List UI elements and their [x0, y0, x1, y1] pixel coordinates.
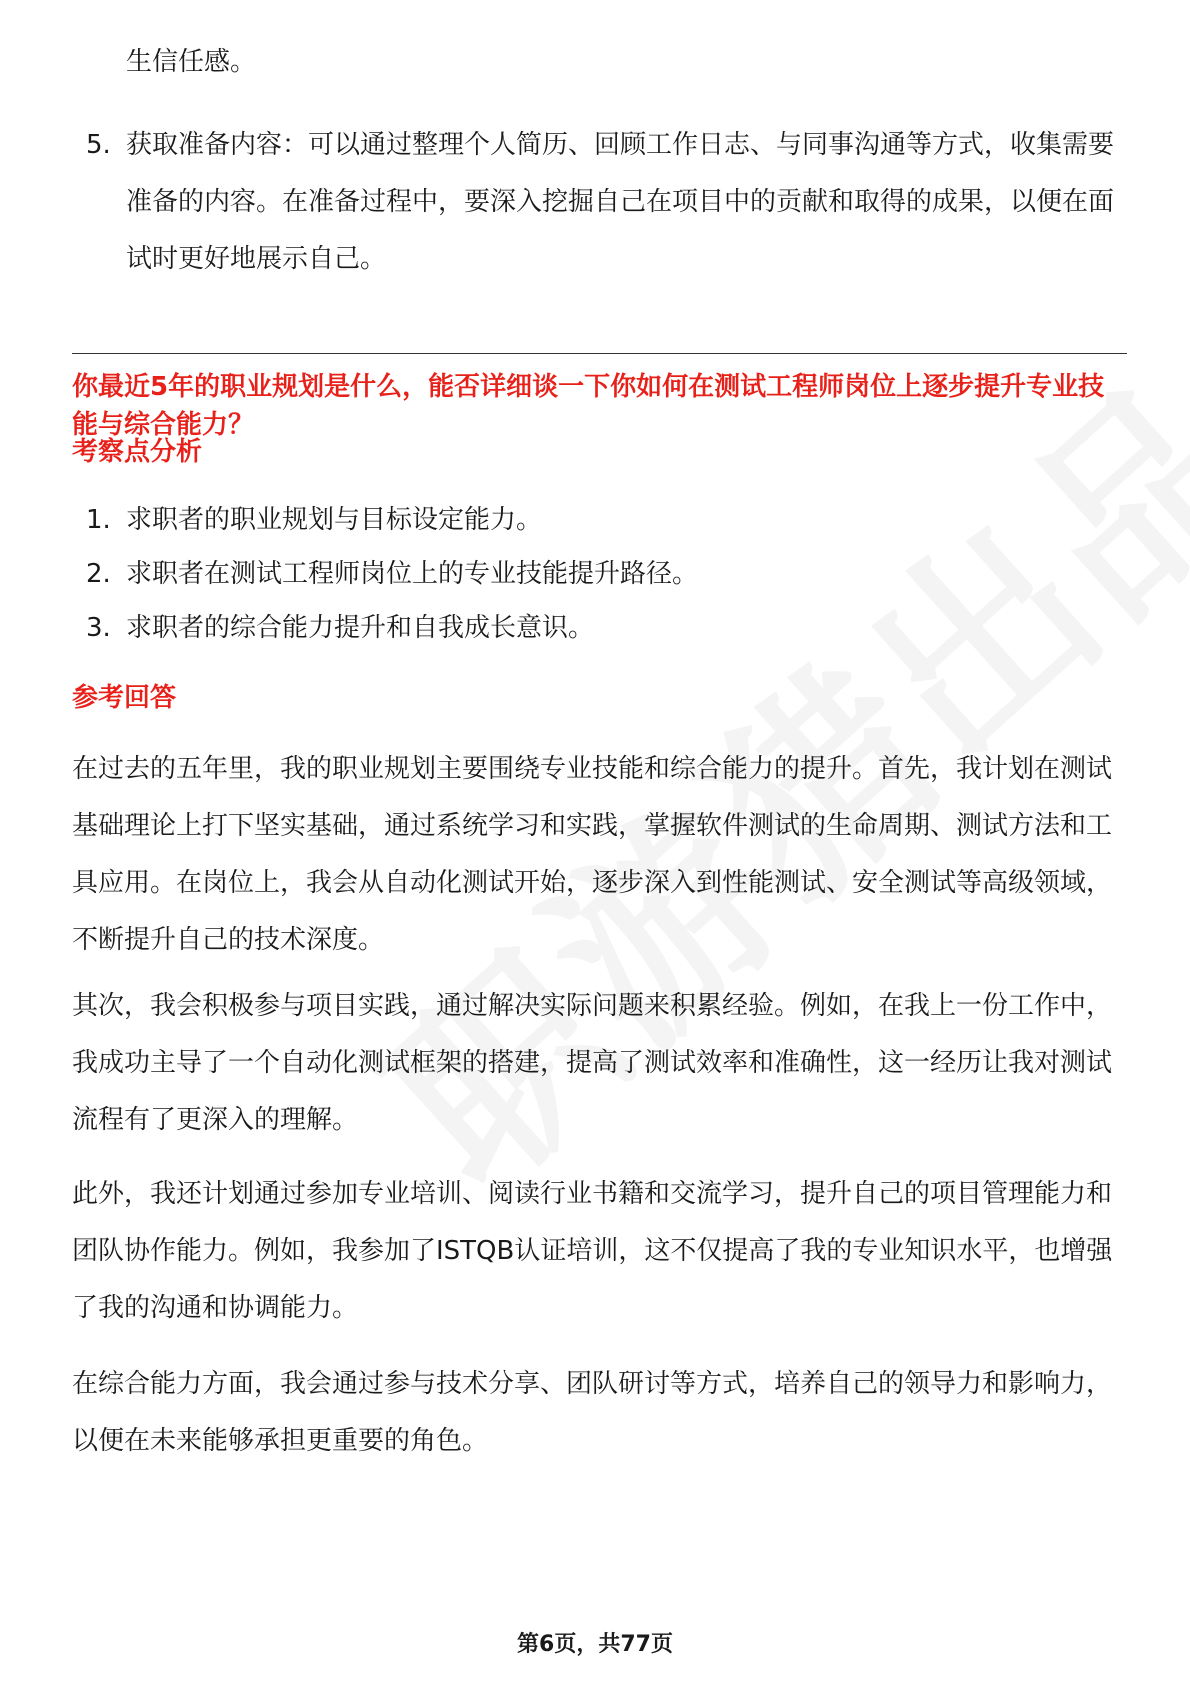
answer-title: 参考回答	[72, 683, 177, 713]
section-divider	[72, 353, 1127, 354]
list-text: 求职者的综合能力提升和自我成长意识。	[126, 613, 595, 643]
answer-paragraph: 此外，我还计划通过参加专业培训、阅读行业书籍和交流学习，提升自己的项目管理能力和团队协作能力。例如，我参加了ISTQB认证培训，这不仅提高了我的专业知识水平，也增强了我的沟通和协调能力。	[72, 1179, 1113, 1323]
list-number: 5.	[86, 130, 111, 160]
page-footer: 第6页，共77页	[517, 1632, 673, 1657]
list-number: 2.	[86, 559, 111, 589]
list-item	[72, 117, 1116, 288]
answer-paragraph: 在过去的五年里，我的职业规划主要围绕专业技能和综合能力的提升。首先，我计划在测试基础理论上打下坚实基础，通过系统学习和实践，掌握软件测试的生命周期、测试方法和工具应用。在岗位上，我会从自动化测试开始，逐步深入到性能测试、安全测试等高级领域，不断提升自己的技术深度。	[72, 754, 1113, 955]
list-item	[72, 546, 1116, 603]
answer-paragraph: 在综合能力方面，我会通过参与技术分享、团队研讨等方式，培养自己的领导力和影响力，以便在未来能够承担更重要的角色。	[72, 1369, 1113, 1456]
list-text: 求职者在测试工程师岗位上的专业技能提升路径。	[126, 559, 699, 589]
list-text: 获取准备内容：可以通过整理个人简历、回顾工作日志、与同事沟通等方式，收集需要准备的内容。在准备过程中，要深入挖掘自己在项目中的贡献和取得的成果，以便在面试时更好地展示自己。	[126, 130, 1115, 274]
list-number: 1.	[86, 505, 111, 535]
list-text: 求职者的职业规划与目标设定能力。	[126, 505, 543, 535]
answer-paragraph: 其次，我会积极参与项目实践，通过解决实际问题来积累经验。例如，在我上一份工作中，我成功主导了一个自动化测试框架的搭建，提高了测试效率和准确性，这一经历让我对测试流程有了更深入的理解。	[72, 991, 1113, 1135]
list-number: 3.	[86, 613, 111, 643]
question-heading: 你最近5年的职业规划是什么，能否详细谈一下你如何在测试工程师岗位上逐步提升专业技能与综合能力？	[72, 372, 1105, 440]
list-item	[72, 492, 1116, 549]
continuation-text: 生信任感。	[126, 47, 257, 77]
analysis-title: 考察点分析	[72, 437, 203, 467]
list-item	[72, 600, 1116, 657]
